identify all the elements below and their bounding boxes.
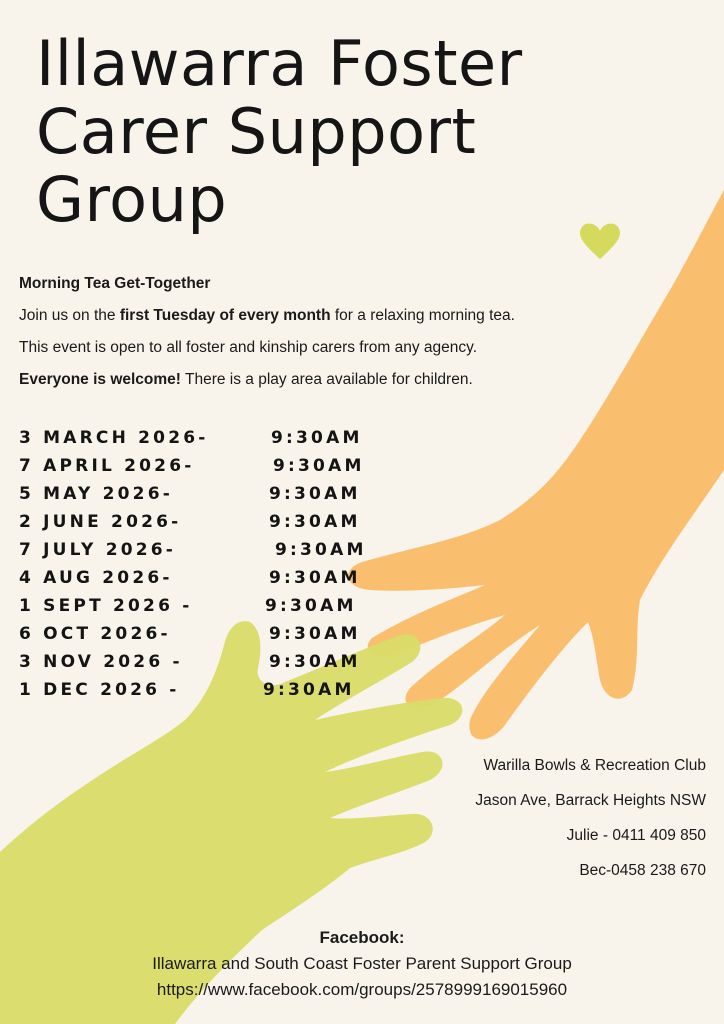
facebook-group-name: Illawarra and South Coast Foster Parent Support Group: [152, 954, 572, 973]
schedule-time: 9:30AM: [271, 428, 363, 448]
schedule-date: 7 JULY 2026-: [19, 540, 177, 560]
schedule-date: 3 NOV 2026 -: [19, 652, 183, 672]
schedule-date: 4 AUG 2026-: [19, 568, 173, 588]
schedule-date: 6 OCT 2026-: [19, 624, 171, 644]
intro-line-1-bold: first Tuesday of every month: [119, 307, 331, 324]
facebook-label: Facebook:: [319, 928, 405, 947]
schedule-time: 9:30AM: [263, 680, 355, 700]
schedule-time: 9:30AM: [269, 512, 361, 532]
intro-line-2: This event is open to all foster and kinship carers from any agency.: [19, 339, 478, 356]
schedule-time: 9:30AM: [269, 568, 361, 588]
schedule-time: 9:30AM: [269, 624, 361, 644]
schedule-time: 9:30AM: [273, 456, 365, 476]
schedule-time: 9:30AM: [269, 652, 361, 672]
schedule-date: 3 MARCH 2026-: [19, 428, 209, 448]
contact-julie: Julie - 0411 409 850: [566, 827, 706, 844]
venue-details: [475, 748, 706, 888]
contact-bec: Bec-0458 238 670: [579, 862, 706, 879]
schedule-time: 9:30AM: [269, 484, 361, 504]
venue-name: Warilla Bowls & Recreation Club: [483, 757, 706, 774]
intro-line-1: [19, 306, 669, 326]
title-line-1: Illawarra Foster: [36, 27, 523, 100]
schedule-time: 9:30AM: [275, 540, 367, 560]
intro-line-1-post: for a relaxing morning tea.: [330, 307, 515, 324]
venue-address: Jason Ave, Barrack Heights NSW: [475, 792, 706, 809]
facebook-section: [0, 925, 724, 1003]
schedule-date: 1 SEPT 2026 -: [19, 596, 193, 616]
schedule-date: 1 DEC 2026 -: [19, 680, 180, 700]
schedule-date: 5 MAY 2026-: [19, 484, 173, 504]
title-line-3: Group: [36, 163, 228, 236]
intro-heading: Morning Tea Get-Together: [19, 275, 211, 292]
title-line-2: Carer Support: [36, 95, 477, 168]
intro-section: [19, 274, 669, 402]
schedule-time: 9:30AM: [265, 596, 357, 616]
intro-line-3-post: There is a play area available for children.: [180, 371, 473, 388]
page-title: [36, 27, 676, 236]
intro-line-1-pre: Join us on the: [19, 307, 120, 324]
schedule-date: 2 JUNE 2026-: [19, 512, 182, 532]
intro-line-3: [19, 370, 669, 390]
schedule-date: 7 APRIL 2026-: [19, 456, 195, 476]
facebook-url[interactable]: https://www.facebook.com/groups/2578999169015960: [156, 980, 568, 999]
intro-line-3-bold: Everyone is welcome!: [19, 371, 181, 388]
